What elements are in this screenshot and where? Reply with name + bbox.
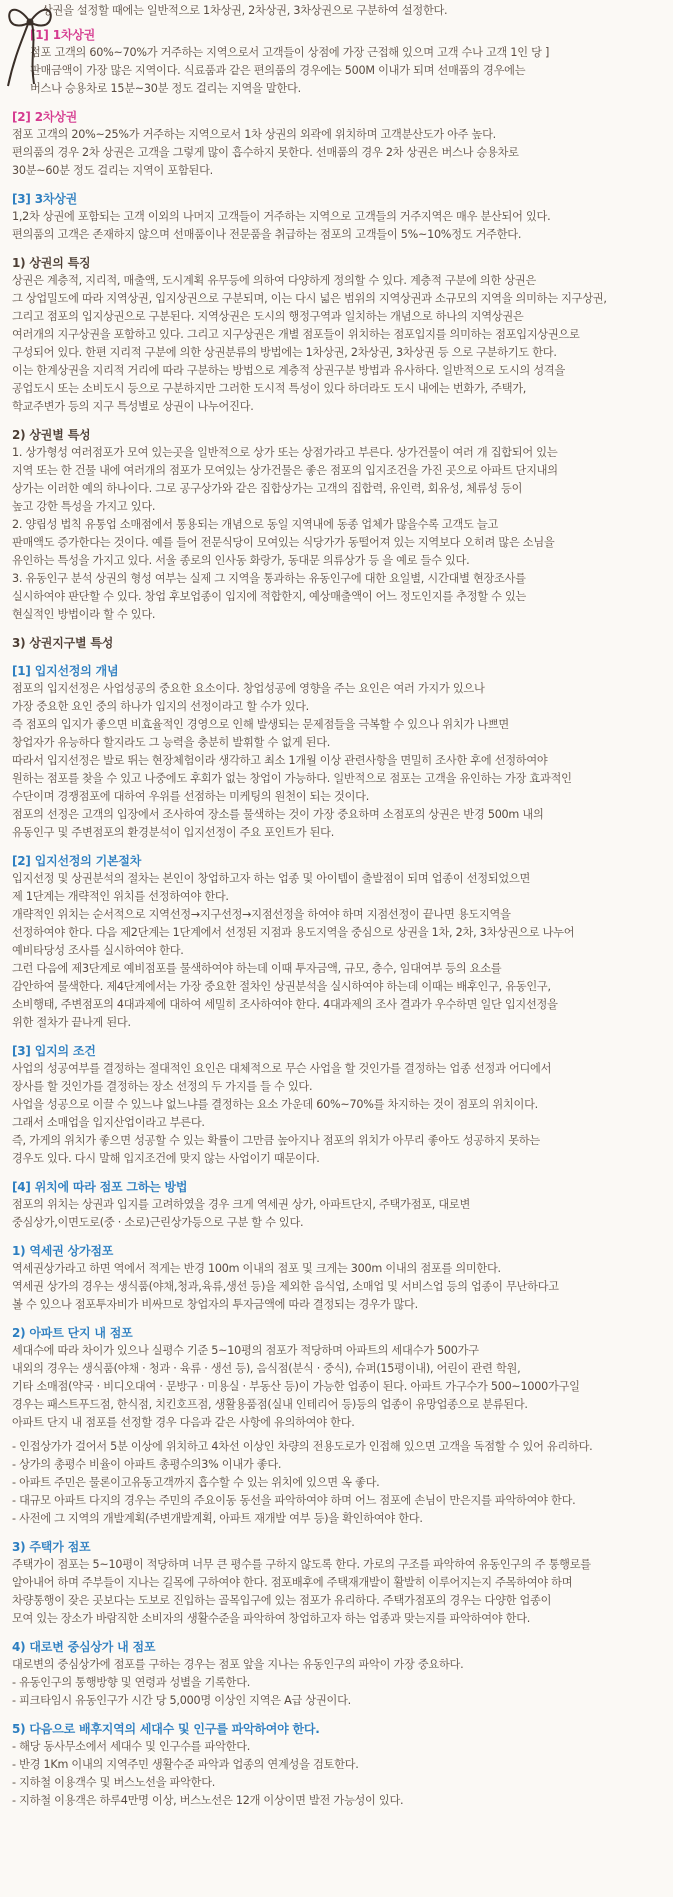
station-area-section <box>12 1242 661 1314</box>
intro-text: 상권을 설정할 때에는 일반적으로 1차상권, 2차상권, 3차상권으로 구분하여 설정한다. <box>42 4 448 17</box>
secondary-area-heading: [2] 2차상권 <box>12 110 78 124</box>
secondary-area-section <box>12 108 661 180</box>
station-area-line: 볼 수 있으나 점포투자비가 비싸므로 창업자의 투자금액에 따라 결정되는 경우가 많다. <box>12 1298 418 1311</box>
tertiary-area-line: 1,2차 상권에 포함되는 고객 이외의 나머지 고객들이 거주하는 지역으로 고객들의 거주지역은 매우 분산되어 있다. <box>12 210 551 223</box>
site-conditions-line: 사업의 성공여부를 결정하는 절대적인 요인은 대체적으로 무슨 사업을 할 것인가를 결정하는 업종 선정과 어디에서 <box>12 1062 552 1075</box>
secondary-area-line: 점포 고객의 20%~25%가 거주하는 지역으로서 1차 상권의 외곽에 위치하며 고객분산도가 아주 높다. <box>12 128 496 141</box>
secondary-area-line: 편의품의 경우 2차 상권은 고객을 그렇게 많이 흡수하지 못한다. 선매품의 경우 2차 상권은 버스나 승용차로 <box>12 146 519 159</box>
site-procedure-line: 예비타당성 조사를 실시하여야 한다. <box>12 944 184 957</box>
site-concept-line: 유동인구 및 주변점포의 환경분석이 입지선정이 주요 포인트가 된다. <box>12 826 335 839</box>
store-location-line: 중심상가,이면도로(중 · 소로)근린상가등으로 구분 할 수 있다. <box>12 1216 304 1229</box>
site-concept-line: 원하는 점포를 찾을 수 있고 나중에도 후회가 없는 창업이 가능하다. 일반적으로 점포는 고객을 유인하는 가장 효과적인 <box>12 772 572 785</box>
area-traits-line: 그리고 점포의 입지상권으로 구분된다. 지역상권은 도시의 행정구역과 일치하는 개념으로 하나의 지역상권은 <box>12 310 524 323</box>
area-traits-line: 공업도시 또는 소비도시 등으로 구분하지만 그러한 도시적 특성이 있다 하더라도 도시 내에는 번화가, 주택가, <box>12 382 527 395</box>
site-procedure-line: 위한 절차가 끝나게 된다. <box>12 1016 131 1029</box>
secondary-area-line: 30분~60분 정도 걸리는 지역이 포함된다. <box>12 164 213 177</box>
site-procedure-line: 그런 다음에 제3단계로 예비점포를 물색하여야 하는데 이때 투자금액, 규모, 층수, 임대여부 등의 요소를 <box>12 962 502 975</box>
area-types-line: 1. 상가형성 여러점포가 모여 있는곳을 일반적으로 상가 또는 상점가라고 부른다. 상가건물이 여러 개 집합되어 있는 <box>12 446 558 459</box>
area-traits-section <box>12 254 661 416</box>
area-types-line: 2. 양립성 법칙 유통업 소매점에서 통용되는 개념으로 동일 지역내에 동종 업체가 많을수록 고객도 늘고 <box>12 518 498 531</box>
residential-store-section <box>12 1538 661 1628</box>
site-conditions-line: 장사를 할 것인가를 결정하는 장소 선정의 두 가지를 들 수 있다. <box>12 1080 313 1093</box>
store-location-heading: [4] 위치에 따라 점포 그하는 방법 <box>12 1180 188 1194</box>
area-types-heading: 2) 상권별 특성 <box>12 428 91 442</box>
hinterland-line: - 지하철 이용객은 하루4만명 이상, 버스노선은 12개 이상이면 발전 가능성이 있다. <box>12 1794 404 1807</box>
site-procedure-line: 제 1단계는 개략적인 위치를 선정하여야 한다. <box>12 890 229 903</box>
main-road-store-heading: 4) 대로변 중심상가 내 점포 <box>12 1640 156 1654</box>
primary-area-line: 점포 고객의 60%~70%가 거주하는 지역으로서 고객들이 상점에 가장 근접해 있으며 고객 수나 고객 1인 당 ] <box>30 46 550 59</box>
site-concept-line: 점포의 선정은 고객의 입장에서 조사하여 장소를 물색하는 것이 가장 중요하며 소점포의 상권은 반경 500m 내의 <box>12 808 544 821</box>
hinterland-section <box>12 1720 661 1810</box>
area-types-line: 현실적인 방법이라 할 수 있다. <box>12 608 156 621</box>
apartment-store-bullet: - 대규모 아파트 다지의 경우는 주민의 주요이동 동선을 파악하여야 하며 어느 점포에 손님이 만은지를 파악하여야 한다. <box>12 1494 576 1507</box>
store-location-line: 점포의 위치는 상권과 입지를 고려하였을 경우 크게 역세권 상가, 아파트단지, 주택가점포, 대로변 <box>12 1198 471 1211</box>
area-types-line: 높고 강한 특성을 가지고 있다. <box>12 500 156 513</box>
site-procedure-section <box>12 852 661 1032</box>
hinterland-heading: 5) 다음으로 배후지역의 세대수 및 인구를 파악하여야 한다. <box>12 1722 320 1736</box>
ribbon-bow-icon <box>0 0 60 90</box>
area-types-line: 판매액도 증가한다는 것이다. 예를 들어 전문식당이 모여있는 식당가가 동떨어져 있는 지역보다 오히려 많은 소님을 <box>12 536 555 549</box>
apartment-store-line: 내외의 경우는 생식품(야채 · 청과 · 육류 · 생선 등), 음식점(분식 · 중식), 슈퍼(15평이내), 어린이 관련 학원, <box>12 1362 521 1375</box>
tertiary-area-line: 편의품의 고객은 존재하지 않으며 선매품이나 전문품을 취급하는 점포의 고객들이 5%~10%정도 거주한다. <box>12 228 522 241</box>
area-types-section <box>12 426 661 624</box>
site-conditions-line: 사업을 성공으로 이끌 수 있느냐 없느냐를 결정하는 요소 가운데 60%~70%를 차지하는 것이 점포의 위치이다. <box>12 1098 538 1111</box>
area-types-line: 상가는 이러한 예의 하나이다. 그로 공구상가와 같은 집합상가는 고객의 집합력, 유인력, 회유성, 체류성 등이 <box>12 482 523 495</box>
tertiary-area-heading: [3] 3차상권 <box>12 192 78 206</box>
area-traits-heading: 1) 상권의 특징 <box>12 256 91 270</box>
site-conditions-section <box>12 1042 661 1168</box>
site-concept-line: 수단이며 경쟁점포에 대하여 우위를 선점하는 미케팅의 원천이 되는 것이다. <box>12 790 370 803</box>
residential-store-line: 주택가이 점포는 5~10평이 적당하며 너무 큰 평수를 구하지 않도록 한다. 가로의 구조를 파악하여 유동인구의 주 통행로를 <box>12 1558 591 1571</box>
apartment-store-line: 기타 소매점(약국 · 비디오대여 · 문방구 · 미용실 · 부동산 등)이 가능한 업종이 된다. 아파트 가구수가 500~1000가구일 <box>12 1380 580 1393</box>
station-area-heading: 1) 역세권 상가점포 <box>12 1244 114 1258</box>
site-concept-line: 가장 중요한 요인 중의 하나가 입지의 선정이라고 할 수가 있다. <box>12 700 309 713</box>
apartment-store-bullet: - 사전에 그 지역의 개발계획(주변개발계획, 아파트 재개발 여부 등)을 확인하여야 한다. <box>12 1512 423 1525</box>
apartment-store-section <box>12 1324 661 1528</box>
site-procedure-heading: [2] 입지선정의 기본절차 <box>12 854 142 868</box>
area-types-line: 3. 유동인구 분석 상권의 형성 여부는 실제 그 지역을 통과하는 유동인구에 대한 요일별, 시간대별 현장조사를 <box>12 572 526 585</box>
store-location-section <box>12 1178 661 1232</box>
district-traits-heading: 3) 상권지구별 특성 <box>12 636 114 650</box>
site-concept-section <box>12 662 661 842</box>
area-types-line: 유인하는 특성을 가지고 있다. 서울 종로의 인사동 화랑가, 동대문 의류상가 등 을 예로 들수 있다. <box>12 554 470 567</box>
site-conditions-line: 경우도 있다. 다시 말해 입지조건에 맞지 않는 사업이기 때문이다. <box>12 1152 320 1165</box>
hinterland-line: - 해당 동사무소에서 세대수 및 인구수를 파악한다. <box>12 1740 251 1753</box>
residential-store-heading: 3) 주택가 점포 <box>12 1540 91 1554</box>
hinterland-line: - 지하철 이용객수 및 버스노선을 파악한다. <box>12 1776 216 1789</box>
residential-store-line: 모여 있는 장소가 바람직한 소비자의 생활수준을 파악하여 창업하고자 하는 업종과 맞는지를 파악하여야 한다. <box>12 1612 531 1625</box>
area-traits-line: 학교주변가 등의 지구 특성별로 상권이 나누어진다. <box>12 400 254 413</box>
primary-area-heading: [1] 1차상권 <box>30 28 96 42</box>
residential-store-line: 알아내어 하며 주부들이 지나는 길목에 구하여야 한다. 점포배후에 주택재개발이 활발히 이루어지는지 주목하여야 하며 <box>12 1576 573 1589</box>
area-traits-line: 이는 한계상권을 지리적 거리에 따라 구분하는 방법으로 계층적 상권구분 방법과 유사하다. 일반적으로 도시의 성격을 <box>12 364 566 377</box>
area-types-line: 지역 또는 한 건물 내에 여러개의 점포가 모여있는 상가건물은 좋은 점포의 입지조건을 가진 곳으로 아파트 단지내의 <box>12 464 558 477</box>
site-procedure-line: 소비행태, 주변점포의 4대과제에 대하여 세밀히 조사하여야 한다. 4대과제의 조사 결과가 우수하면 일단 입지선정을 <box>12 998 558 1011</box>
main-road-store-line: - 유동인구의 통행방향 및 연령과 성별을 기록한다. <box>12 1676 251 1689</box>
site-procedure-line: 입지선정 및 상권분석의 절차는 본인이 창업하고자 하는 업종 및 아이템이 출발점이 되며 업종이 선정되었으면 <box>12 872 531 885</box>
primary-area-line: 판매금액이 가장 많은 지역이다. 식료품과 같은 편의품의 경우에는 500M 이내가 되며 선매품의 경우에는 <box>30 64 526 77</box>
primary-area-section <box>12 26 661 98</box>
residential-store-line: 차량통행이 잦은 곳보다는 도보로 진입하는 골목입구에 있는 점포가 유리하다. 주택가점포의 경우는 다양한 업종이 <box>12 1594 552 1607</box>
area-types-line: 실시하여야 판단할 수 있다. 창업 후보업종이 입지에 적합한지, 예상매출액이 어느 정도인지를 추정할 수 있는 <box>12 590 527 603</box>
main-road-store-section <box>12 1638 661 1710</box>
main-road-store-line: 대로변의 중심상가에 점포를 구하는 경우는 점포 앞을 지나는 유동인구의 파악이 가장 중요하다. <box>12 1658 464 1671</box>
main-road-store-line: - 피크타임시 유동인구가 시간 당 5,000명 이상인 지역은 A급 상권이다. <box>12 1694 351 1707</box>
site-concept-line: 창업자가 유능하다 할지라도 그 능력을 충분히 발휘할 수 없게 된다. <box>12 736 331 749</box>
site-conditions-heading: [3] 입지의 조건 <box>12 1044 96 1058</box>
station-area-line: 역세권 상가의 경우는 생식품(야채,청과,육류,생선 등)을 제외한 음식업, 소매업 및 서비스업 등의 업종이 무난하다고 <box>12 1280 559 1293</box>
station-area-line: 역세권상가라고 하면 역에서 적게는 반경 100m 이내의 점포 및 크게는 300m 이내의 점포를 의미한다. <box>12 1262 501 1275</box>
apartment-store-bullet: - 상가의 총평수 비율이 아파트 총평수의3% 이내가 좋다. <box>12 1458 282 1471</box>
site-conditions-line: 그래서 소매업을 입지산업이라고 부른다. <box>12 1116 205 1129</box>
tertiary-area-section <box>12 190 661 244</box>
primary-area-line: 버스나 승용차로 15분~30분 정도 걸리는 지역을 말한다. <box>30 82 301 95</box>
site-procedure-line: 개략적인 위치는 순서적으로 지역선정→지구선정→지점선정을 하여야 하며 지점선정이 끝나면 용도지역을 <box>12 908 511 921</box>
apartment-store-bullet: - 아파트 주민은 물론이고유동고객까지 흡수할 수 있는 위치에 있으면 옥 좋다. <box>12 1476 380 1489</box>
area-traits-line: 여러개의 지구상권을 포함하고 있다. 그리고 지구상권은 개별 점포들이 위치하는 점포입지를 의미하는 점포입지상권으로 <box>12 328 580 341</box>
site-concept-line: 즉 점포의 입지가 좋으면 비효율적인 경영으로 인해 발생되는 문제점들을 극복할 수 있으나 위치가 나쁘면 <box>12 718 509 731</box>
apartment-store-line: 아파트 단지 내 점포를 선정할 경우 다음과 같은 사항에 유의하여야 한다. <box>12 1416 355 1429</box>
apartment-store-heading: 2) 아파트 단지 내 점포 <box>12 1326 133 1340</box>
apartment-store-line: 세대수에 따라 차이가 있으나 실평수 기준 5~10평의 점포가 적당하며 아파트의 세대수가 500가구 <box>12 1344 479 1357</box>
hinterland-line: - 반경 1Km 이내의 지역주민 생활수준 파악과 업종의 연계성을 검토한다. <box>12 1758 359 1771</box>
apartment-store-line: 경우는 패스트푸드점, 한식점, 치킨호프점, 생활용품점(실내 인테리어 등)등의 업종이 유망업종으로 분류된다. <box>12 1398 528 1411</box>
site-procedure-line: 선정하여야 한다. 다음 제2단계는 1단계에서 선정된 지점과 용도지역을 중심으로 상권을 1차, 2차, 3차상권으로 나누어 <box>12 926 575 939</box>
site-concept-line: 따라서 입지선정은 발로 뛰는 현장체험이라 생각하고 최소 1개월 이상 관련사항을 면밀히 조사한 후에 선정하여야 <box>12 754 548 767</box>
apartment-store-bullet: - 인접상가가 걸어서 5분 이상에 위치하고 4차선 이상인 차량의 전용도로가 인접해 있으면 고객을 독점할 수 있어 유리하다. <box>12 1440 593 1453</box>
area-traits-line: 상권은 계층적, 지리적, 매출액, 도시계획 유무등에 의하여 다양하게 정의할 수 있다. 계층적 구분에 의한 상권은 <box>12 274 537 287</box>
area-traits-line: 그 상업밀도에 따라 지역상권, 입지상권으로 구분되며, 이는 다시 넓은 범위의 지역상권과 소규모의 지역을 의미하는 지구상권, <box>12 292 607 305</box>
site-procedure-line: 감안하여 물색한다. 제4단계에서는 가장 중요한 절차인 상권분석을 실시하여야 하는데 이때는 배후인구, 유동인구, <box>12 980 551 993</box>
site-concept-line: 점포의 입지선정은 사업성공의 중요한 요소이다. 창업성공에 영향을 주는 요인은 여러 가지가 있으나 <box>12 682 485 695</box>
area-traits-line: 구성되어 있다. 한편 지리적 구분에 의한 상권분류의 방법에는 1차상권, 2차상권, 3차상권 등 으로 구분하기도 한다. <box>12 346 557 359</box>
site-concept-heading: [1] 입지선정의 개념 <box>12 664 119 678</box>
site-conditions-line: 즉, 가게의 위치가 좋으면 성공할 수 있는 확률이 그만큼 높아지나 점포의 위치가 아무리 좋아도 성공하지 못하는 <box>12 1134 540 1147</box>
